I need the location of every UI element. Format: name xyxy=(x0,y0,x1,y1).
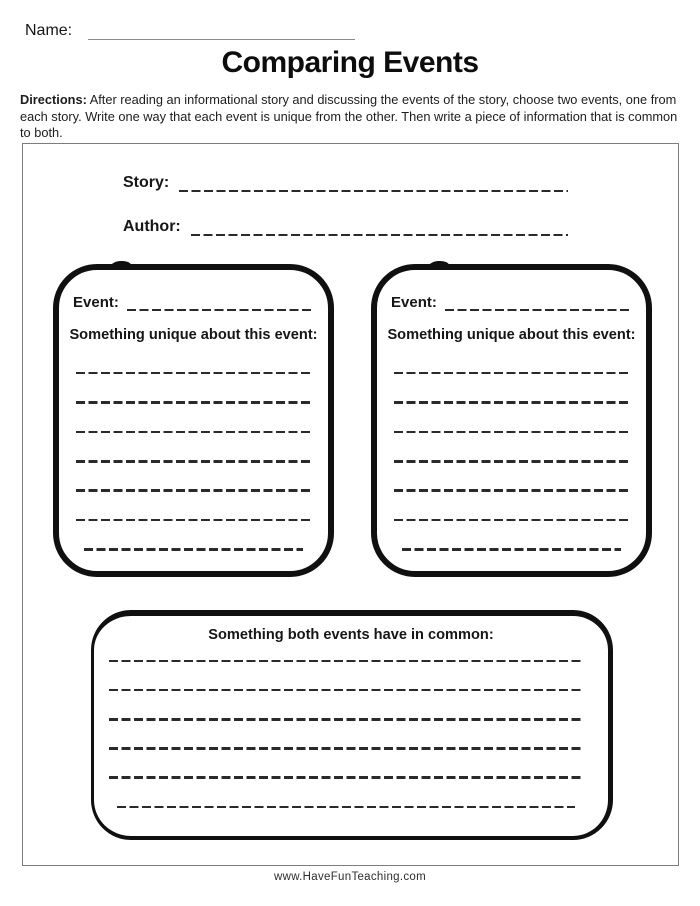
event-label-row xyxy=(73,294,313,311)
write-line xyxy=(109,750,583,779)
write-line xyxy=(76,433,311,462)
unique-prompt: Something unique about this event: xyxy=(387,327,636,343)
common-box xyxy=(91,610,613,840)
event-label: Event: xyxy=(73,294,119,311)
author-write-line xyxy=(191,222,568,236)
story-write-line xyxy=(179,178,568,192)
write-lines xyxy=(109,633,583,808)
write-line xyxy=(109,691,583,720)
page-title: Comparing Events xyxy=(221,46,479,79)
write-line xyxy=(394,404,629,433)
story-label: Story: xyxy=(123,174,170,191)
event-label-row xyxy=(391,294,631,311)
name-label: Name: xyxy=(25,22,73,39)
event-label: Event: xyxy=(391,294,437,311)
write-line xyxy=(394,492,629,521)
write-line xyxy=(76,374,311,403)
write-line xyxy=(109,721,583,750)
worksheet-frame xyxy=(22,143,679,866)
unique-prompt: Something unique about this event: xyxy=(69,327,318,343)
write-line xyxy=(76,492,311,521)
write-line xyxy=(394,374,629,403)
write-line xyxy=(394,521,629,550)
event-box-right xyxy=(371,264,652,577)
footer-url: www.HaveFunTeaching.com xyxy=(274,871,426,883)
hand-drawn-blob xyxy=(429,260,449,270)
event-box-left xyxy=(53,264,334,577)
write-line xyxy=(394,463,629,492)
story-row xyxy=(123,174,568,192)
hand-drawn-blob xyxy=(111,260,131,270)
write-line xyxy=(109,779,583,808)
write-line xyxy=(394,433,629,462)
write-lines xyxy=(76,345,311,551)
directions xyxy=(20,92,688,142)
event-write-line xyxy=(445,299,631,311)
event-write-line xyxy=(127,299,313,311)
write-line xyxy=(109,633,583,662)
write-line xyxy=(109,662,583,691)
write-line xyxy=(394,345,629,374)
author-label: Author: xyxy=(123,218,181,235)
directions-label: Directions: xyxy=(20,92,87,107)
name-write-line xyxy=(88,24,355,40)
event-boxes-row xyxy=(53,264,652,577)
author-row xyxy=(123,218,568,236)
directions-text: After reading an informational story and discussing the events of the story, choose two events, one from each story. Write one way that each event is unique from the other. Then write a piece of information that is common to both. xyxy=(20,92,678,141)
write-line xyxy=(76,521,311,550)
write-line xyxy=(76,345,311,374)
common-prompt: Something both events have in common: xyxy=(208,627,494,643)
write-line xyxy=(76,404,311,433)
write-line xyxy=(76,463,311,492)
write-lines xyxy=(394,345,629,551)
name-row xyxy=(25,22,355,40)
